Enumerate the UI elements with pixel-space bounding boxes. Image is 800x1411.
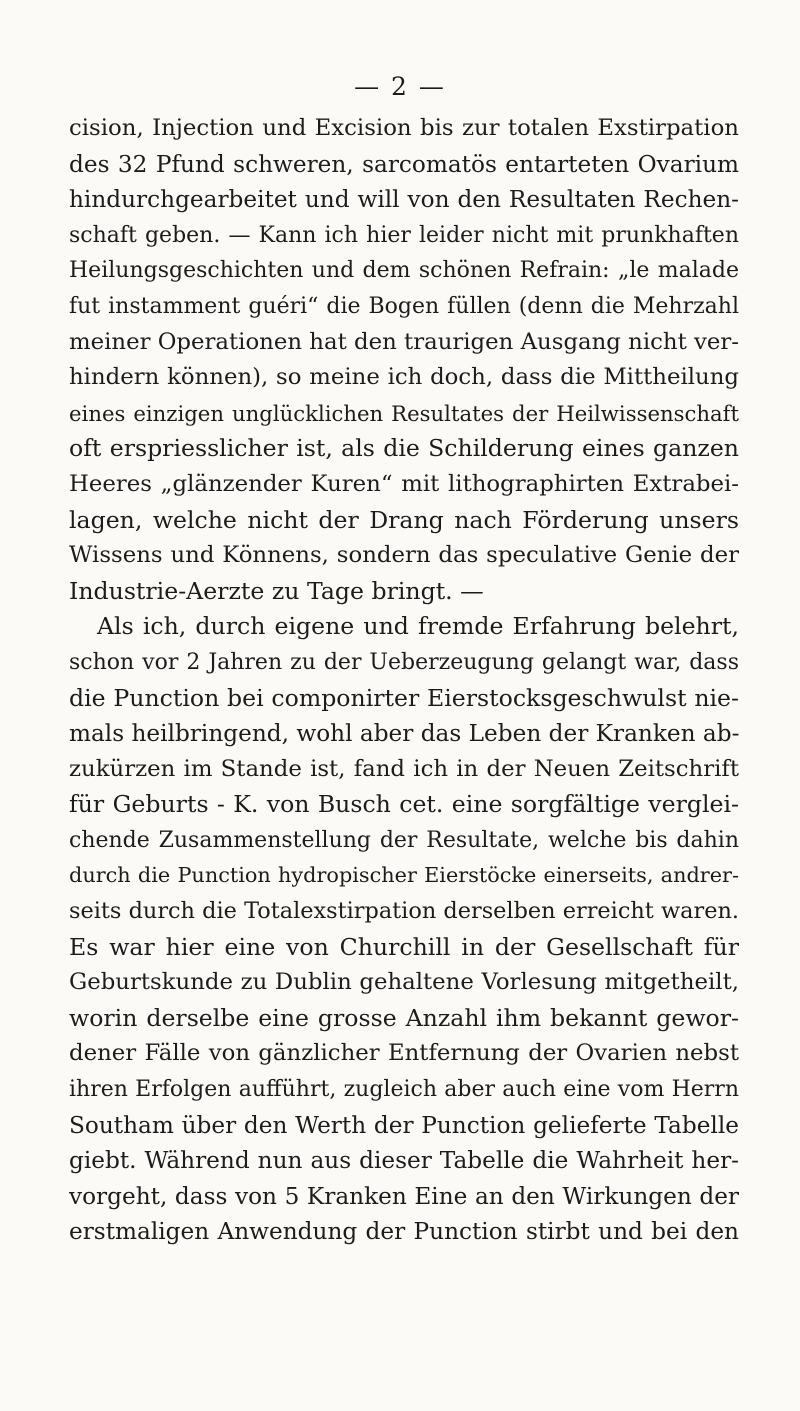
text-line: Wissens und Könnens, sondern das speculative Genie der	[69, 542, 739, 569]
text-line: Es war hier eine von Churchill in der Gesellschaft für	[69, 932, 739, 961]
text-line: schon vor 2 Jahren zu der Ueberzeugung gelangt war, dass	[69, 649, 739, 675]
text-line: lagen, welche nicht der Drang nach Förderung unsers	[69, 505, 739, 534]
text-line: eines einzigen unglücklichen Resultates der Heilwissenschaft	[69, 400, 739, 426]
text-line: seits durch die Totalexstirpation derselben erreicht waren.	[69, 898, 739, 925]
text-line: meiner Operationen hat den traurigen Ausgang nicht ver-	[69, 328, 739, 355]
text-line: fut instamment guéri“ die Bogen füllen (denn die Mehrzahl	[69, 293, 739, 319]
text-line: chende Zusammenstellung der Resultate, welche bis dahin	[69, 827, 739, 853]
page-number: — 2 —	[354, 72, 446, 101]
text-line: Geburtskunde zu Dublin gehaltene Vorlesung mitgetheilt,	[69, 969, 739, 996]
text-line: zukürzen im Stande ist, fand ich in der Neuen Zeitschrift	[69, 755, 739, 782]
text-line: Southam über den Werth der Punction gelieferte Tabelle	[69, 1111, 739, 1139]
text-line: erstmaligen Anwendung der Punction stirbt und bei den	[69, 1218, 739, 1246]
text-line: hindern können), so meine ich doch, dass die Mittheilung	[69, 364, 739, 391]
text-line: des 32 Pfund schweren, sarcomatös entarteten Ovarium	[69, 150, 739, 178]
text-line: für Geburts - K. von Busch cet. eine sorgfältige verglei-	[69, 790, 739, 819]
paragraph-start-line: Als ich, durch eigene und fremde Erfahrung belehrt,	[97, 612, 739, 641]
text-line: Heilungsgeschichten und dem schönen Refrain: „le malade	[69, 258, 739, 284]
text-line: vorgeht, dass von 5 Kranken Eine an den Wirkungen der	[69, 1182, 739, 1210]
text-line: die Punction bei componirter Eierstocksgeschwulst nie-	[69, 683, 739, 712]
text-line: dener Fälle von gänzlicher Entfernung der Ovarien nebst	[69, 1040, 739, 1067]
text-line: worin derselbe eine grosse Anzahl ihm bekannt gewor-	[69, 1003, 739, 1032]
paragraph-end-line: Industrie-Aerzte zu Tage bringt. —	[69, 576, 484, 605]
text-line: mals heilbringend, wohl aber das Leben der Kranken ab-	[69, 720, 739, 748]
text-line: hindurchgearbeitet und will von den Resultaten Rechen-	[69, 186, 739, 214]
body-text	[69, 111, 739, 1250]
text-line: Heeres „glänzender Kuren“ mit lithographirten Extrabei-	[69, 470, 739, 497]
text-line: ihren Erfolgen aufführt, zugleich aber auch eine vom Herrn	[69, 1077, 739, 1103]
text-line: durch die Punction hydropischer Eierstöcke einerseits, andrer-	[69, 863, 739, 888]
text-line: cision, Injection und Excision bis zur totalen Exstirpation	[69, 115, 739, 141]
text-line: schaft geben. — Kann ich hier leider nicht mit prunkhaften	[69, 222, 739, 248]
text-line: oft erspriesslicher ist, als die Schilderung eines ganzen	[69, 434, 739, 463]
text-line: giebt. Während nun aus dieser Tabelle die Wahrheit her-	[69, 1147, 739, 1175]
